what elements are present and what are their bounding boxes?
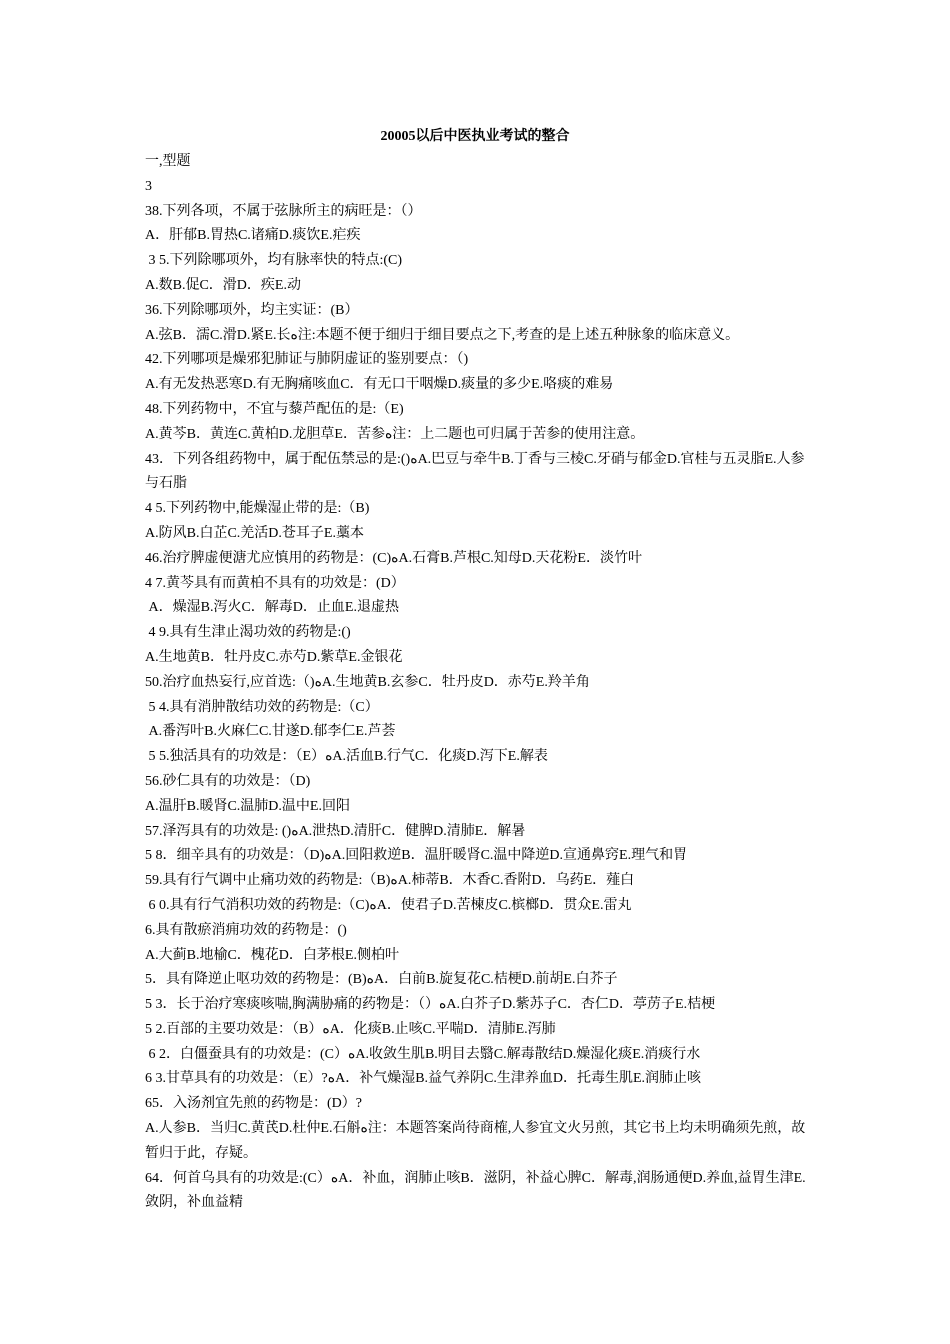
text-line: A.生地黄B．牡丹皮C.赤芍D.紫草E.金银花 bbox=[145, 649, 403, 665]
text-line: 4 5.下列药物中,能燥湿止带的是:（B) bbox=[145, 501, 370, 517]
text-line: A.番泻叶B.火麻仁C.甘遂D.郁李仁E.芦荟 bbox=[145, 724, 396, 740]
text-line: 57.泽泻具有的功效是: ()ﻩA.泄热D.清肝C．健脾D.清肺E．解暑 bbox=[145, 823, 526, 839]
text-line: 5 8．细辛具有的功效是：（D)ﻩA.回阳救逆B．温肝暖肾C.温中降逆D.宣通鼻窍E.理气和胃 bbox=[145, 848, 688, 864]
text-line: A．燥湿B.泻火C．解毒D．止血E.退虚热 bbox=[145, 600, 399, 616]
text-line: 5 2.百部的主要功效是：（B）ﻩA．化痰B.止咳C.平喘D．清肺E.泻肺 bbox=[145, 1021, 556, 1037]
text-line: 一,型题 bbox=[145, 154, 191, 169]
text-line: 6 2．白僵蚕具有的功效是：(C）ﻩA.收敛生肌B.明目去翳C.解毒散结D.燥湿化痰E.消痰行水 bbox=[145, 1046, 701, 1062]
text-line: 6 0.具有行气消积功效的药物是:（C)ﻩA．使君子D.苦楝皮C.槟榔D．贯众E.雷丸 bbox=[145, 897, 632, 913]
text-line: 42.下列哪项是燥邪犯肺证与肺阴虚证的鉴别要点：（) bbox=[145, 352, 469, 368]
text-line: 4 7.黄芩具有而黄柏不具有的功效是：(D） bbox=[145, 575, 405, 591]
text-line: 56.砂仁具有的功效是：（D) bbox=[145, 773, 311, 789]
text-line: 5 4.具有消肿散结功效的药物是:（C） bbox=[145, 699, 379, 715]
document-title: 20005以后中医执业考试的整合 bbox=[380, 129, 570, 144]
document-body bbox=[145, 150, 815, 1216]
text-line: 64．何首乌具有的功效是:(C）ﻩA．补血，润肺止咳B．滋阴，补益心脾C．解毒,润肠通便D.养血,益胃生津E.敛阴，补血益精 bbox=[145, 1170, 806, 1211]
text-line: 38.下列各项，不属于弦脉所主的病旺是：（） bbox=[145, 203, 422, 219]
text-line: A.人参B．当归C.黄芪D.杜仲E.石斛ﻩ注：本题答案尚待商榷,人参宜文火另煎，其它书上均未明确须先煎，故暂归于此，存疑。 bbox=[145, 1121, 806, 1161]
text-line: 36.下列除哪项外，均主实证：(B） bbox=[145, 302, 359, 318]
text-line: A.数B.促C．滑D．疾E.动 bbox=[145, 277, 301, 293]
text-line: 46.治疗脾虚便溏尤应慎用的药物是：(C)ﻩA.石膏B.芦根C.知母D.天花粉E．淡竹叶 bbox=[145, 550, 642, 566]
text-line: 5．具有降逆止呕功效的药物是：(B)ﻩA．白前B.旋复花C.桔梗D.前胡E.白芥子 bbox=[145, 972, 618, 988]
text-line: 4 9.具有生津止渴功效的药物是:() bbox=[145, 625, 351, 641]
text-line: A.弦B．濡C.滑D.紧E.长ﻩ注:本题不便于细归于细目要点之下,考查的是上述五种脉象的临床意义。 bbox=[145, 327, 740, 343]
text-line: 6.具有散瘀消痈功效的药物是：() bbox=[145, 922, 347, 938]
text-line: A.温肝B.暖肾C.温肺D.温中E.回阳 bbox=[145, 798, 350, 814]
text-line: A.防风B.白芷C.羌活D.苍耳子E.藁本 bbox=[145, 525, 364, 541]
text-line: A.有无发热恶寒D.有无胸痛咳血C．有无口干咽燥D.痰量的多少E.咯痰的难易 bbox=[145, 377, 614, 393]
text-line: A．肝郁B.胃热C.诸痛D.痰饮E.疟疾 bbox=[145, 228, 361, 244]
text-line: 3 5.下列除哪项外，均有脉率快的特点:(C) bbox=[145, 253, 403, 269]
text-line: 59.具有行气调中止痛功效的药物是:（B)ﻩA.柿蒂B．木香C.香附D．乌药E．薤白 bbox=[145, 873, 635, 889]
text-line: 5 5.独活具有的功效是：（E）ﻩA.活血B.行气C．化痰D.泻下E.解表 bbox=[145, 749, 548, 765]
text-line: 50.治疗血热妄行,应首选:（)ﻩA.生地黄B.玄参C．牡丹皮D．赤芍E.羚羊角 bbox=[145, 674, 590, 690]
text-line: A.大蓟B.地榆C．槐花D．白茅根E.侧柏叶 bbox=[145, 947, 399, 963]
text-line: 3 bbox=[145, 178, 152, 194]
text-line: 65．入汤剂宜先煎的药物是：(D）? bbox=[145, 1096, 362, 1112]
text-line: 5 3．长于治疗寒痰咳喘,胸满胁痛的药物是：（）ﻩA.白芥子D.紫苏子C．杏仁D．葶苈子E.桔梗 bbox=[145, 997, 716, 1013]
text-line: 6 3.甘草具有的功效是：（E）?ﻩA．补气燥湿B.益气养阴C.生津养血D．托毒生肌E.润肺止咳 bbox=[145, 1071, 702, 1087]
text-line: A.黄芩B．黄连C.黄柏D.龙胆草E．苦参ﻩ注：上二题也可归属于苦参的使用注意。 bbox=[145, 426, 645, 442]
text-line: 43．下列各组药物中，属于配伍禁忌的是:()ﻩA.巴豆与牵牛B.丁香与三棱C.牙硝与郁金D.官桂与五灵脂E.人参与石脂 bbox=[145, 451, 805, 492]
text-line: 48.下列药物中，不宜与藜芦配伍的是:（E) bbox=[145, 401, 404, 417]
